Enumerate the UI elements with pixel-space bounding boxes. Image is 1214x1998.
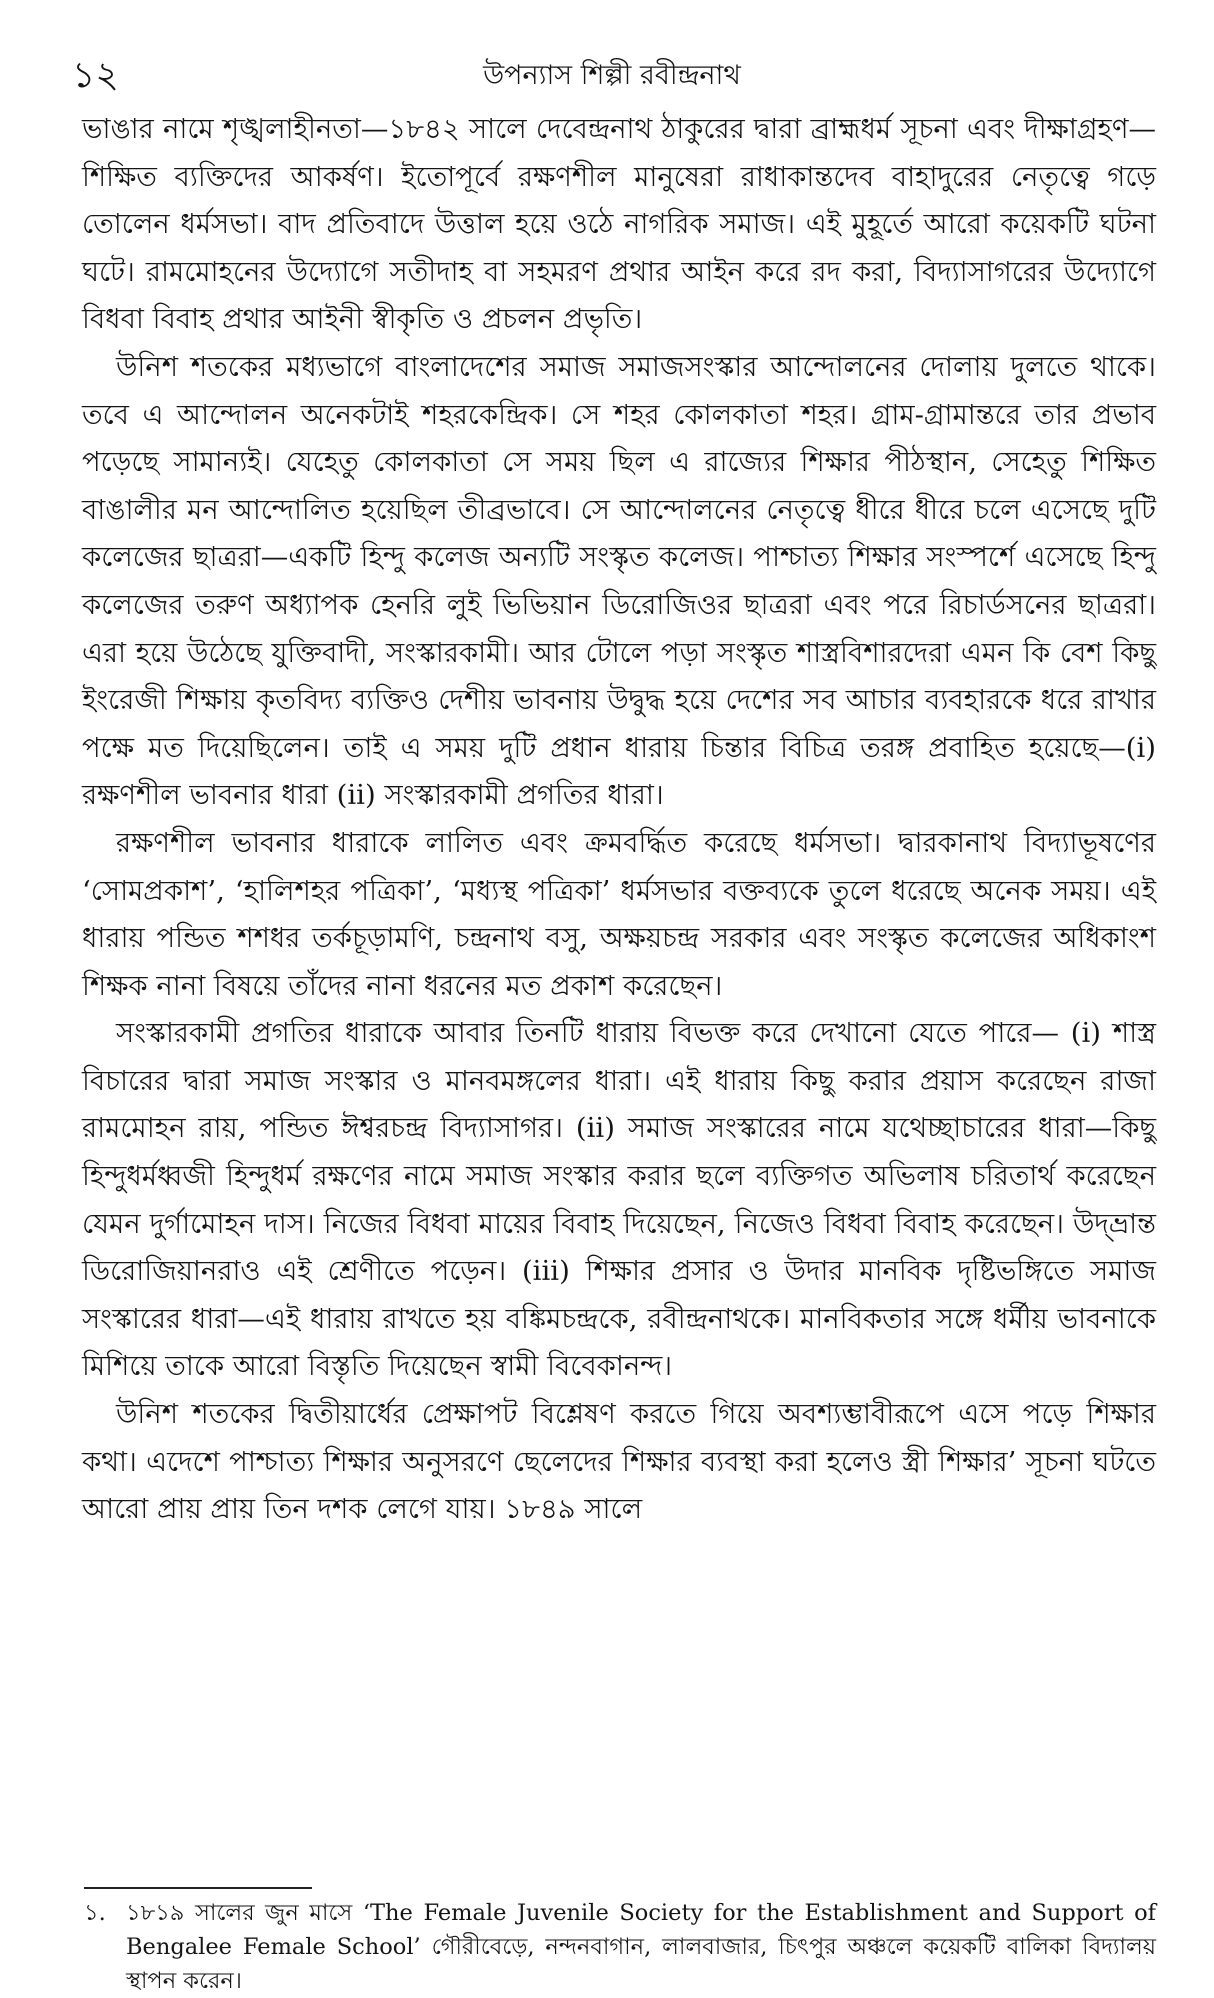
paragraph-2: উনিশ শতকের মধ্যভাগে বাংলাদেশের সমাজ সমাজসংস্কার আন্দোলনের দোলায় দুলতে থাকে। তবে এ আন্দোলন অনেকটাই শহরকেন্দ্রিক। সে শহর কোলকাতা শহর। গ্রাম-গ্রামান্তরে তার প্রভাব পড়েছে সামান্যই। যেহেতু কোলকাতা সে সময় ছিল এ রাজ্যের শিক্ষার পীঠস্থান, সেহেতু শিক্ষিত বাঙালীর মন আন্দোলিত হয়েছিল তীব্রভাবে। সে আন্দোলনের নেতৃত্বে ধীরে ধীরে চলে এসেছে দুটি কলেজের ছাত্ররা—একটি হিন্দু কলেজ অন্যটি সংস্কৃত কলেজ। পাশ্চাত্য শিক্ষার সংস্পর্শে এসেছে হিন্দু কলেজের তরুণ অধ্যাপক হেনরি লুই ভিভিয়ান ডিরোজিওর ছাত্ররা এবং পরে রিচার্ডসনের ছাত্ররা। এরা হয়ে উঠেছে যুক্তিবাদী, সংস্কারকামী। আর টোলে পড়া সংস্কৃত শাস্ত্রবিশারদেরা এমন কি বেশ কিছু ইংরেজী শিক্ষায় কৃতবিদ্য ব্যক্তিও দেশীয় ভাবনায় উদ্বুদ্ধ হয়ে দেশের সব আচার ব্যবহারকে ধরে রাখার পক্ষে মত দিয়েছিলেন। তাই এ সময় দুটি প্রধান ধারায় চিন্তার বিচিত্র তরঙ্গ প্রবাহিত হয়েছে—(i) রক্ষণশীল ভাবনার ধারা (ii) সংস্কারকামী প্রগতির ধারা।: [82, 350, 1156, 812]
footnote-marker: ১.: [84, 1900, 106, 1926]
paragraph-5: উনিশ শতকের দ্বিতীয়ার্ধের প্রেক্ষাপট বিশ্লেষণ করতে গিয়ে অবশ্যম্ভাবীরূপে এসে পড়ে শিক্ষার কথা। এদেশে পাশ্চাত্য শিক্ষার অনুসরণে ছেলেদের শিক্ষার ব্যবস্থা করা হলেও স্ত্রী শিক্ষার’ সূচনা ঘটতে আরো প্রায় প্রায় তিন দশক লেগে যায়। ১৮৪৯ সালে: [82, 1398, 1156, 1526]
footnote-text: ১৮১৯ সালের জুন মাসে ‘The Female Juvenile Society for the Establishment and Support of Bengalee Female School’ গৌরীবেড়ে, নন্দনবাগান, লালবাজার, চিৎপুর অঞ্চলে কয়েকটি বালিকা বিদ্যালয় স্থাপন করেন।: [126, 1900, 1156, 1994]
paragraph-4: সংস্কারকামী প্রগতির ধারাকে আবার তিনটি ধারায় বিভক্ত করে দেখানো যেতে পারে— (i) শাস্ত্র বিচারের দ্বারা সমাজ সংস্কার ও মানবমঙ্গলের ধারা। এই ধারায় কিছু করার প্রয়াস করেছেন রাজা রামমোহন রায়, পন্ডিত ঈশ্বরচন্দ্র বিদ্যাসাগর। (ii) সমাজ সংস্কারের নামে যথেচ্ছাচারের ধারা—কিছু হিন্দুধর্মধ্বজী হিন্দুধর্ম রক্ষণের নামে সমাজ সংস্কার করার ছলে ব্যক্তিগত অভিলাষ চরিতার্থ করেছেন যেমন দুর্গামোহন দাস। নিজের বিধবা মায়ের বিবাহ দিয়েছেন, নিজেও বিধবা বিবাহ করেছেন। উদ্‌ভ্রান্ত ডিরোজিয়ানরাও এই শ্রেণীতে পড়েন। (iii) শিক্ষার প্রসার ও উদার মানবিক দৃষ্টিভঙ্গিতে সমাজ সংস্কারের ধারা—এই ধারায় রাখতে হয় বঙ্কিমচন্দ্রকে, রবীন্দ্রনাথকে। মানবিকতার সঙ্গে ধর্মীয় ভাবনাকে মিশিয়ে তাকে আরো বিস্তৃতি দিয়েছেন স্বামী বিবেকানন্দ।: [82, 1017, 1156, 1383]
page-number: ১২: [72, 55, 119, 96]
paragraph-1: ভাঙার নামে শৃঙ্খলাহীনতা—১৮৪২ সালে দেবেন্দ্রনাথ ঠাকুরের দ্বারা ব্রাহ্মধর্ম সূচনা এবং দীক্ষাগ্রহণ— শিক্ষিত ব্যক্তিদের আকর্ষণ। ইতোপূর্বে রক্ষণশীল মানুষেরা রাধাকান্তদেব বাহাদুরের নেতৃত্বে গড়ে তোলেন ধর্মসভা। বাদ প্রতিবাদে উত্তাল হয়ে ওঠে নাগরিক সমাজ। এই মুহূর্তে আরো কয়েকটি ঘটনা ঘটে। রামমোহনের উদ্যোগে সতীদাহ বা সহমরণ প্রথার আইন করে রদ করা, বিদ্যাসাগরের উদ্যোগে বিধবা বিবাহ প্রথার আইনী স্বীকৃতি ও প্রচলন প্রভৃতি।: [82, 113, 1156, 336]
running-title: উপন্যাস শিল্পী রবীন্দ্রনাথ: [483, 60, 741, 91]
body-text: [82, 106, 1156, 1826]
footnote: [84, 1896, 1156, 1998]
paragraph-3: রক্ষণশীল ভাবনার ধারাকে লালিত এবং ক্রমবর্দ্ধিত করেছে ধর্মসভা। দ্বারকানাথ বিদ্যাভূষণের ‘সোমপ্রকাশ’, ‘হালিশহর পত্রিকা’, ‘মধ্যস্থ পত্রিকা’ ধর্মসভার বক্তব্যকে তুলে ধরেছে অনেক সময়। এই ধারায় পন্ডিত শশধর তর্কচূড়ামণি, চন্দ্রনাথ বসু, অক্ষয়চন্দ্র সরকার এবং সংস্কৃত কলেজের অধিকাংশ শিক্ষক নানা বিষয়ে তাঁদের নানা ধরনের মত প্রকাশ করেছেন।: [82, 826, 1156, 1002]
page-header: [72, 48, 1152, 104]
footnote-divider: [84, 1887, 312, 1889]
